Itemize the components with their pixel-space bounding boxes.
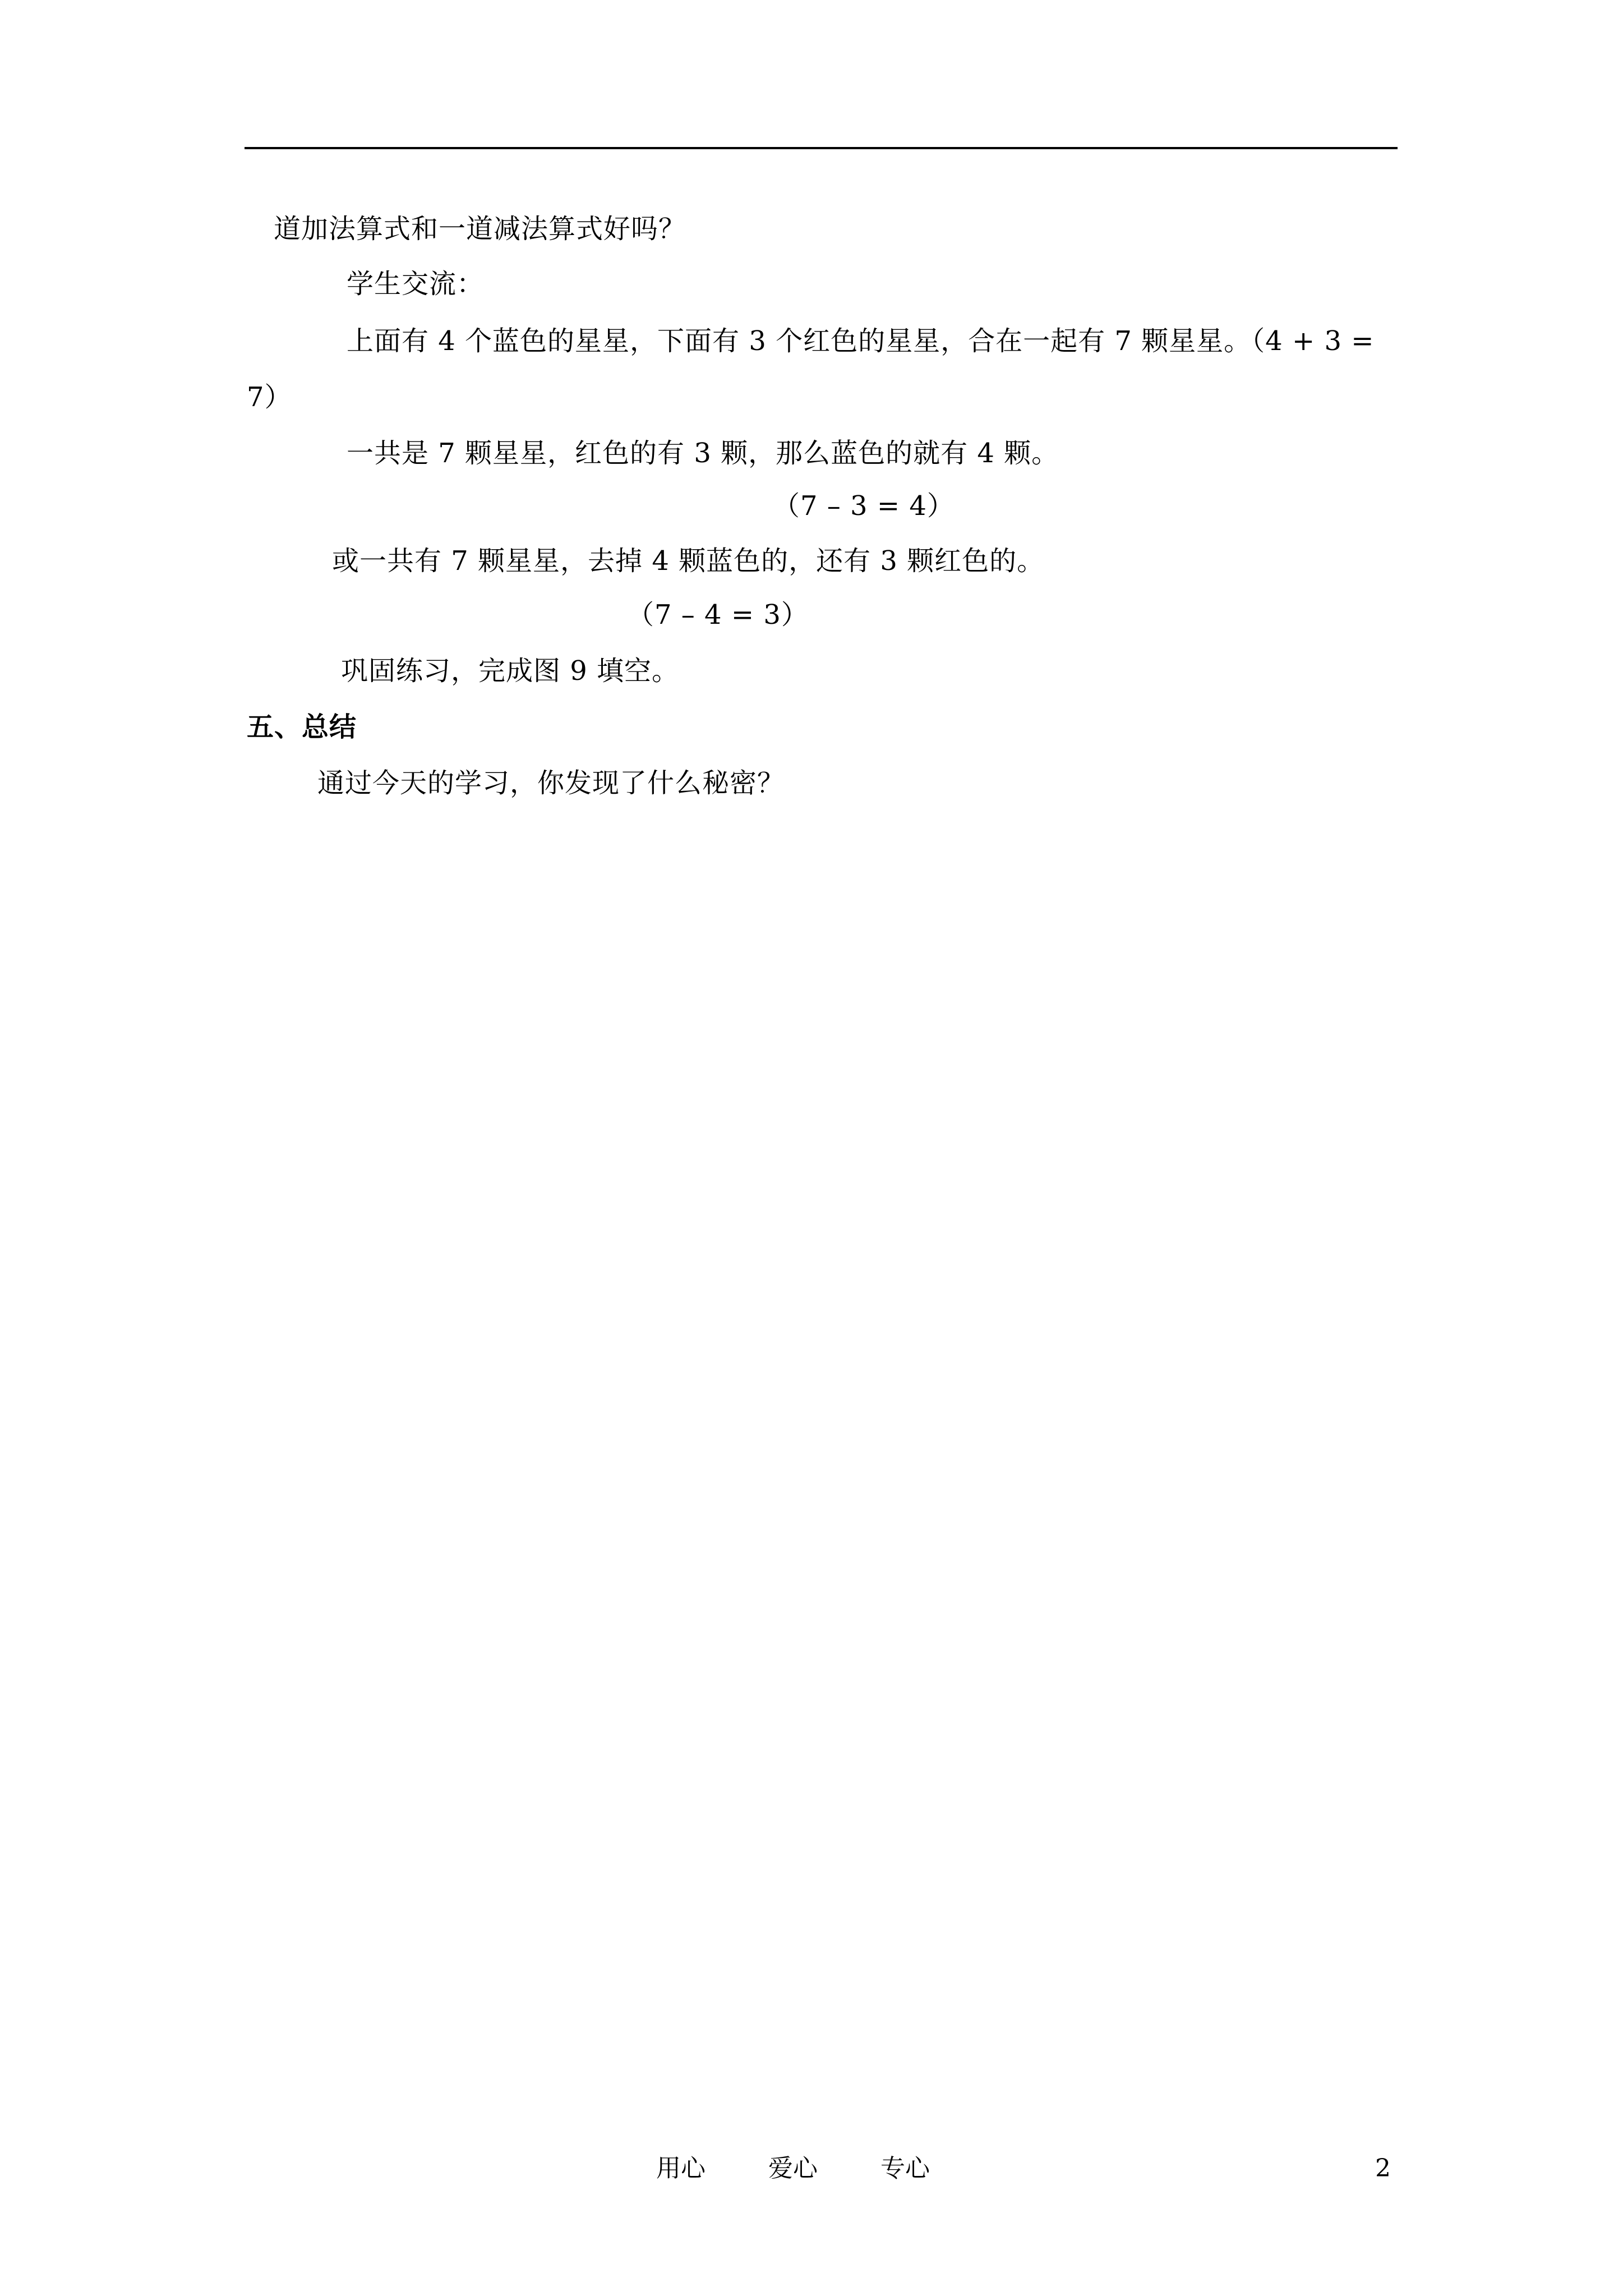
body-line: 一共是 7 颗星星，红色的有 3 颗，那么蓝色的就有 4 颗。 bbox=[347, 438, 1059, 469]
equation-line: （7 – 3 = 4） bbox=[773, 490, 955, 522]
body-line: 学生交流： bbox=[347, 268, 485, 300]
body-line: 或一共有 7 颗星星，去掉 4 颗蓝色的，还有 3 颗红色的。 bbox=[332, 545, 1045, 577]
body-line: 巩固练习，完成图 9 填空。 bbox=[341, 655, 680, 687]
body-line: 道加法算式和一道减法算式好吗？ bbox=[274, 213, 686, 245]
footer-motto: 用心 bbox=[656, 2154, 706, 2183]
body-line: 7） bbox=[247, 381, 292, 413]
footer-motto: 爱心 bbox=[768, 2154, 818, 2183]
header-rule bbox=[245, 147, 1398, 149]
body-line: 上面有 4 个蓝色的星星，下面有 3 个红色的星星，合在一起有 7 颗星星。（4 + 3 = bbox=[347, 325, 1375, 357]
body-line: 通过今天的学习，你发现了什么秘密？ bbox=[317, 767, 785, 799]
footer-motto: 专心 bbox=[880, 2154, 930, 2183]
equation-line: （7 – 4 = 3） bbox=[627, 599, 809, 631]
section-heading: 五、总结 bbox=[247, 711, 357, 743]
page-number: 2 bbox=[1375, 2154, 1391, 2183]
